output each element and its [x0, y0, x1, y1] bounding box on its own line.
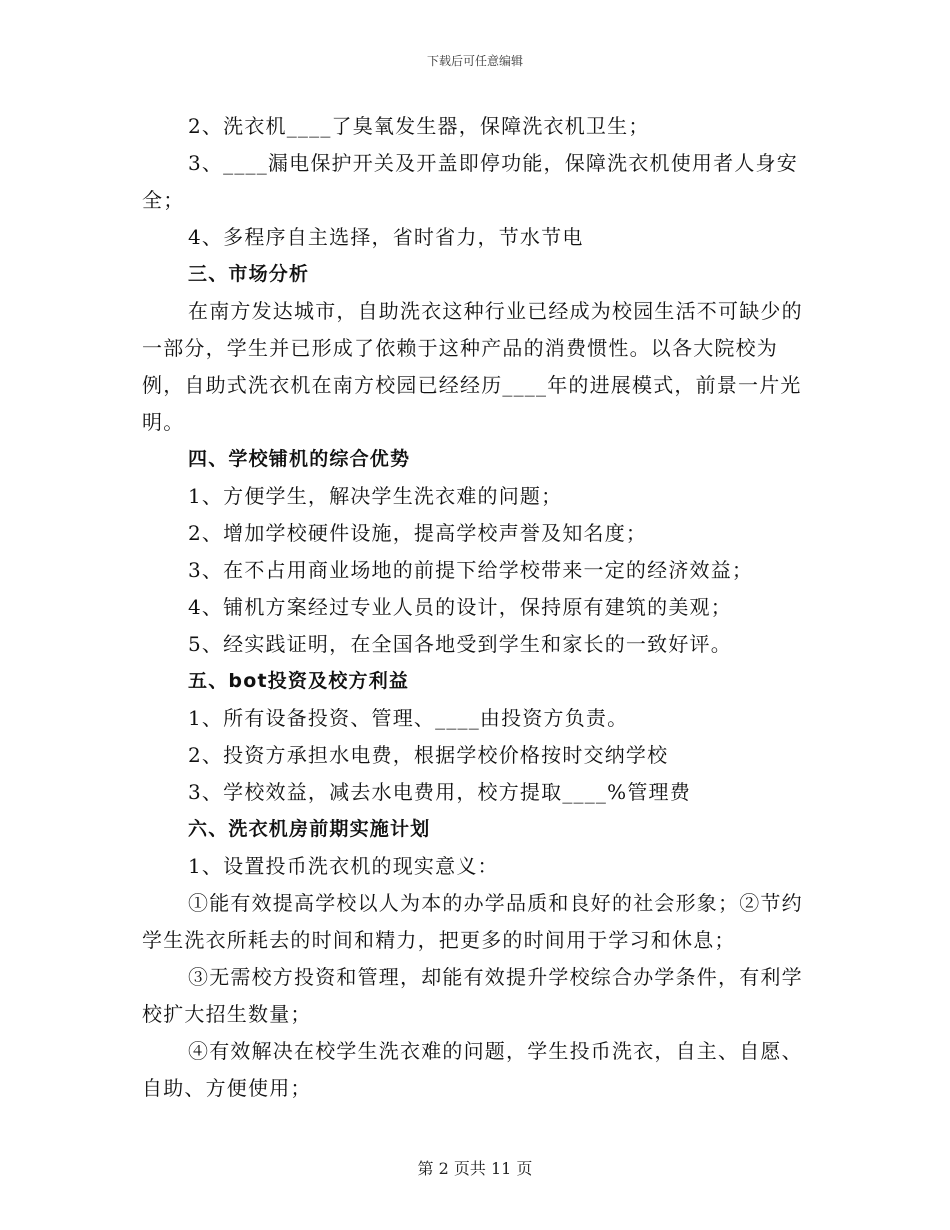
paragraph-significance-4: ④有效解决在校学生洗衣难的问题，学生投币洗衣，自主、自愿、自助、方便使用； [142, 1039, 803, 1100]
list-item-plan-1: 1、设置投币洗衣机的现实意义： [188, 854, 499, 878]
list-item-bot-3: 3、学校效益，减去水电费用，校方提取____%管理费 [188, 780, 691, 804]
paragraph-significance-1-2: ①能有效提高学校以人为本的办学品质和良好的社会形象；②节约学生洗衣所耗去的时间和精力，把更多的时间用于学习和休息； [142, 891, 803, 952]
document-body [142, 108, 812, 1107]
list-item-advantage-5: 5、经实践证明，在全国各地受到学生和家长的一致好评。 [188, 632, 732, 656]
page-footer: 第 2 页共 11 页 [417, 1159, 533, 1178]
list-item-programs: 4、多程序自主选择，省时省力，节水节电 [188, 225, 584, 249]
paragraph-significance-3: ③无需校方投资和管理，却能有效提升学校综合办学条件，有利学校扩大招生数量； [142, 965, 803, 1026]
section-heading-market: 三、市场分析 [188, 263, 310, 285]
section-heading-advantages: 四、学校铺机的综合优势 [188, 448, 411, 470]
section-heading-bot: 五、bot投资及校方利益 [188, 670, 410, 692]
list-item-ozone: 2、洗衣机____了臭氧发生器，保障洗衣机卫生； [188, 114, 650, 138]
list-item-advantage-4: 4、铺机方案经过专业人员的设计，保持原有建筑的美观； [188, 595, 732, 619]
list-item-advantage-1: 1、方便学生，解决学生洗衣难的问题； [188, 484, 563, 508]
list-item-bot-1: 1、所有设备投资、管理、____由投资方负责。 [188, 706, 629, 730]
list-item-advantage-3: 3、在不占用商业场地的前提下给学校带来一定的经济效益； [188, 558, 754, 582]
section-heading-plan: 六、洗衣机房前期实施计划 [188, 818, 431, 840]
paragraph-market-analysis: 在南方发达城市，自助洗衣这种行业已经成为校园生活不可缺少的一部分，学生并已形成了依赖于这种产品的消费惯性。以各大院校为例，自助式洗衣机在南方校园已经经历____年的进展模式，前景一片光明。 [142, 299, 803, 434]
list-item-leakage-protection: 3、____漏电保护开关及开盖即停功能，保障洗衣机使用者人身安全； [142, 151, 798, 212]
list-item-advantage-2: 2、增加学校硬件设施，提高学校声誉及知名度； [188, 521, 648, 545]
page-header: 下载后可任意编辑 [426, 54, 523, 68]
list-item-bot-2: 2、投资方承担水电费，根据学校价格按时交纳学校 [188, 743, 669, 767]
